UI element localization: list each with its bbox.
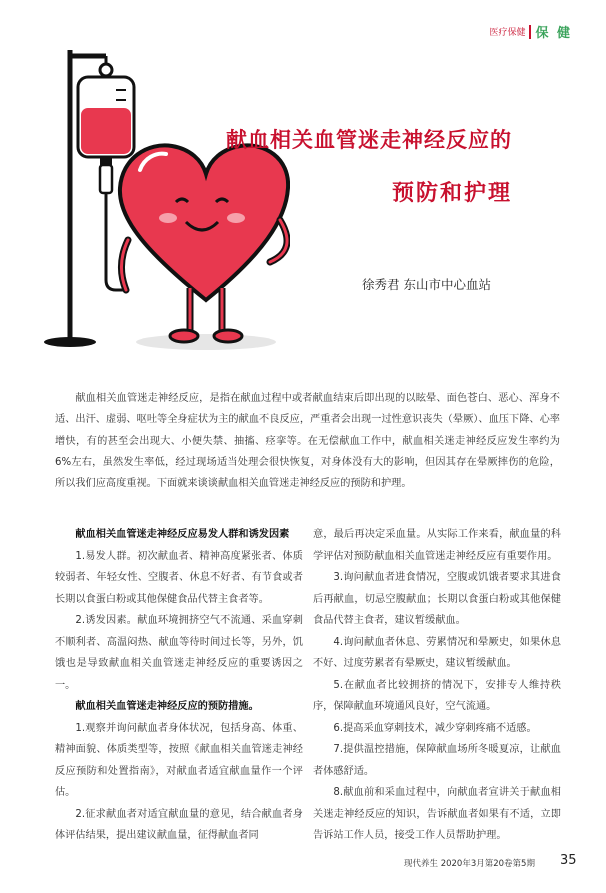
paragraph: 7.提供温控措施，保障献血场所冬暖夏凉，让献血者体感舒适。	[313, 744, 561, 777]
article-title-line1: 献血相关血管迷走神经反应的	[226, 127, 512, 152]
section-label: 医疗保健	[489, 28, 526, 38]
issue-info: 现代养生 2020年3月第20卷第5期	[404, 859, 535, 869]
author-byline: 徐秀君 东山市中心血站	[362, 277, 491, 292]
running-header	[489, 22, 572, 41]
paragraph: 8.献血前和采血过程中，向献血者宣讲关于献血相关迷走神经反应的知识，告诉献血者如果有不适，立即告诉站工作人员，接受工作人员帮助护理。	[313, 787, 561, 841]
intro-paragraph: 献血相关血管迷走神经反应，是指在献血过程中或者献血结束后即出现的以眩晕、面色苍白、恶心、浑身不适、出汗、虚弱、呕吐等全身症状为主的献血不良反应，严重者会出现一过性意识丧失（晕厥）、血压下降、心率增快，有的甚至会出现大、小便失禁、抽搐、痉挛等。在无偿献血工作中，献血相关迷走神经反应发生率约为6%左右，虽然发生率低，经过现场适当处理会很快恢复，对身体没有大的影响，但因其存在晕厥摔伤的危险，所以我们应高度重视。下面就来谈谈献血相关血管迷走神经反应的预防和护理。	[55, 393, 560, 490]
paragraph: 3.询问献血者进食情况，空腹或饥饿者要求其进食后再献血，切忌空腹献血；长期以食蛋白粉或其他保健食品代替主食者，建议暂缓献血。	[313, 572, 561, 626]
section-heading-risk-groups: 献血相关血管迷走神经反应易发人群和诱发因素	[75, 529, 290, 540]
paragraph: 5.在献血者比较拥挤的情况下，安排专人维持秩序，保障献血环境通风良好，空气流通。	[313, 679, 561, 712]
heart-iv-illustration	[30, 50, 290, 360]
bag-hook-icon	[100, 64, 112, 76]
iv-base	[44, 337, 96, 347]
right-shoe	[214, 330, 242, 342]
blood-fill	[81, 108, 131, 154]
paragraph: 2.征求献血者对适宜献血量的意见，结合献血者身体评估结果，提出建议献血量，征得献血者同	[55, 808, 303, 841]
drip-chamber	[100, 165, 112, 193]
body-column-right	[313, 524, 561, 847]
left-shoe	[170, 330, 198, 342]
heart-body	[120, 145, 288, 300]
paragraph: 2.诱发因素。献血环境拥挤空气不流通、采血穿刺不顺利者、高温闷热、献血等待时间过长等，另外，饥饿也是导致献血相关血管迷走神经反应的重要诱因之一。	[55, 615, 303, 691]
header-divider	[529, 25, 531, 39]
magazine-brand: 保 健	[535, 26, 572, 41]
paragraph: 1.观察并询问献血者身体状况，包括身高、体重、精神面貌、体质类型等，按照《献血相关血管迷走神经反应预防和处置指南》，对献血者适宜献血量作一个评估。	[55, 722, 303, 798]
section-heading-prevention: 献血相关血管迷走神经反应的预防措施。	[75, 701, 259, 712]
body-column-left	[55, 524, 303, 847]
article-title-line2: 预防和护理	[392, 180, 513, 206]
page-number: 35	[560, 853, 577, 868]
paragraph: 1.易发人群。初次献血者、精神高度紧张者、体质较弱者、年轻女性、空腹者、休息不好者、有节食或者长期以食蛋白粉或其他保健食品代替主食者等。	[55, 550, 303, 605]
paragraph: 4.询问献血者休息、劳累情况和晕厥史，如果休息不好、过度劳累者有晕厥史，建议暂缓献血。	[313, 636, 561, 669]
paragraph: 6.提高采血穿刺技术，减少穿刺疼痛不适感。	[333, 722, 537, 734]
paragraph-continued: 意，最后再决定采血量。从实际工作来看，献血量的科学评估对预防献血相关血管迷走神经反应有重要作用。	[313, 529, 561, 562]
